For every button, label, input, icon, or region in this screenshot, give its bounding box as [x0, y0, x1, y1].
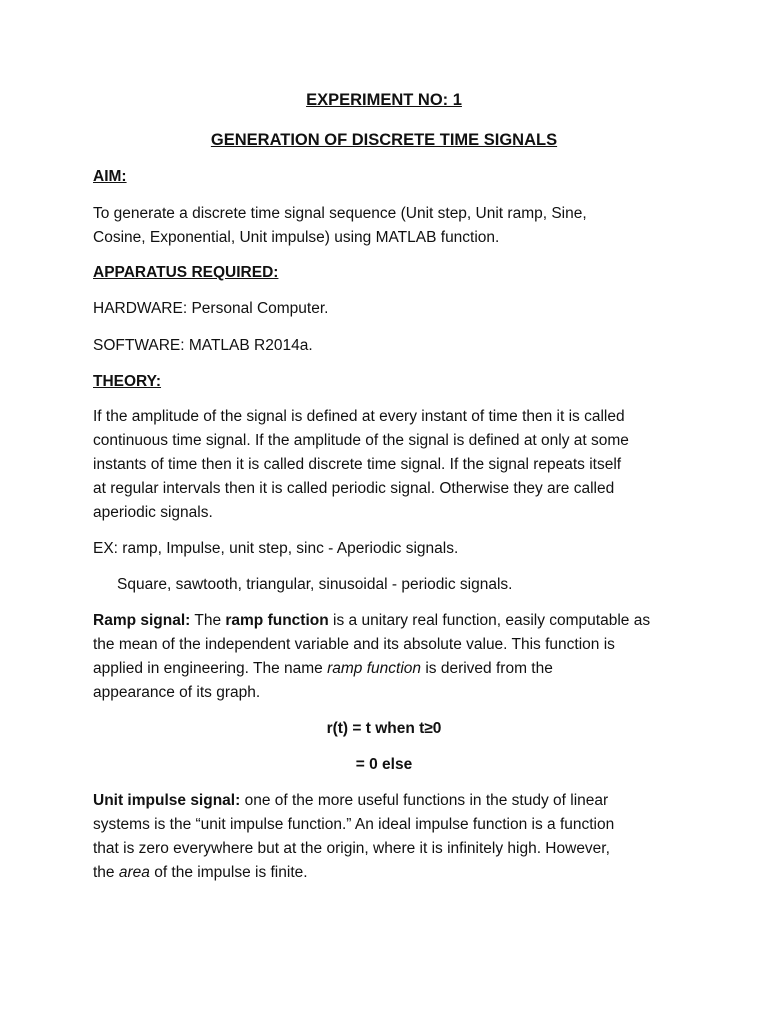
hardware-text: HARDWARE: Personal Computer. [93, 300, 329, 317]
experiment-subtitle: GENERATION OF DISCRETE TIME SIGNALS [210, 131, 558, 149]
impulse-line [93, 789, 693, 813]
aim-paragraph [93, 202, 693, 250]
ramp-paragraph [93, 609, 693, 705]
ramp-function-term: ramp function [225, 612, 329, 629]
impulse-label: Unit impulse signal: [93, 792, 241, 809]
ramp-text: is a unitary real function, easily computable as [328, 612, 651, 629]
impulse-text: of the impulse is finite. [149, 864, 308, 881]
ramp-equation: r(t) = t when t≥0 [326, 720, 442, 737]
ramp-line [93, 657, 693, 681]
theory-line: continuous time signal. If the amplitude of the signal is defined at only at some [93, 432, 629, 449]
theory-line: If the amplitude of the signal is defined at every instant of time then it is called [93, 408, 625, 425]
impulse-paragraph [93, 789, 693, 885]
theory-line: instants of time then it is called discrete time signal. If the signal repeats itself [93, 456, 622, 473]
example-aperiodic: EX: ramp, Impulse, unit step, sinc - Aperiodic signals. [93, 540, 459, 557]
ramp-equation-else: = 0 else [355, 756, 413, 773]
aim-line: Cosine, Exponential, Unit impulse) using MATLAB function. [93, 229, 500, 246]
experiment-title: EXPERIMENT NO: 1 [306, 91, 462, 109]
theory-paragraph [93, 405, 693, 525]
theory-line: aperiodic signals. [93, 504, 213, 521]
apparatus-heading: APPARATUS REQUIRED: [93, 264, 279, 281]
software-text: SOFTWARE: MATLAB R2014a. [93, 337, 313, 354]
ramp-function-italic: ramp function [327, 660, 422, 677]
ramp-text: is derived from the [421, 660, 553, 677]
ramp-line [93, 609, 693, 633]
ramp-text: The [190, 612, 226, 629]
impulse-text: one of the more useful functions in the study of linear [240, 792, 609, 809]
ramp-line: the mean of the independent variable and its absolute value. This function is [93, 636, 615, 653]
area-italic: area [118, 864, 150, 881]
impulse-text: the [93, 864, 119, 881]
aim-heading: AIM: [93, 168, 127, 185]
ramp-line: appearance of its graph. [93, 684, 261, 701]
ramp-label: Ramp signal: [93, 612, 191, 629]
theory-heading: THEORY: [93, 373, 162, 390]
theory-line: at regular intervals then it is called periodic signal. Otherwise they are called [93, 480, 615, 497]
aim-line: To generate a discrete time signal sequence (Unit step, Unit ramp, Sine, [93, 205, 587, 222]
impulse-line [93, 861, 693, 885]
impulse-line: that is zero everywhere but at the origin, where it is infinitely high. However, [93, 840, 610, 857]
impulse-line: systems is the “unit impulse function.” An ideal impulse function is a function [93, 816, 615, 833]
ramp-text: applied in engineering. The name [93, 660, 328, 677]
example-periodic: Square, sawtooth, triangular, sinusoidal - periodic signals. [117, 576, 513, 593]
